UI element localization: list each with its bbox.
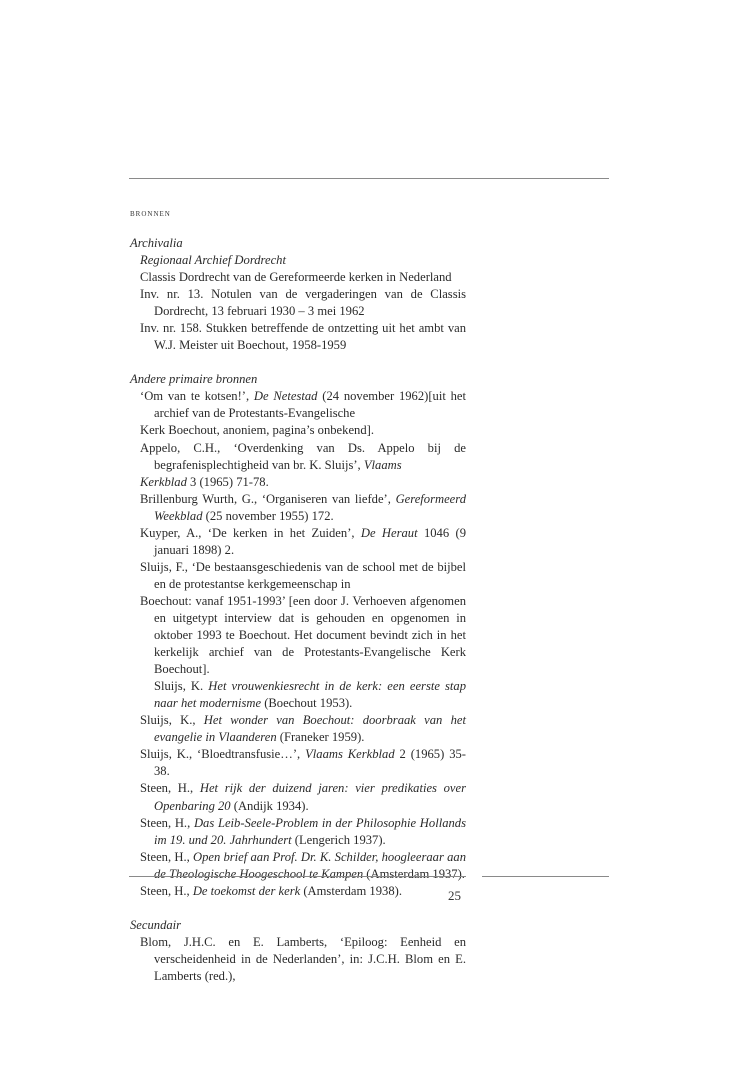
primary-entry-netestad: ‘Om van te kotsen!’, De Netestad (24 november 1962)[uit het archief van de Protestants-Evangelische xyxy=(140,389,467,421)
archive-name: Regionaal Archief Dordrecht xyxy=(140,253,286,268)
secondary-heading: Secundair xyxy=(130,917,182,932)
primary-entry-kuyper: Kuyper, A., ‘De kerken in het Zuiden’, De Heraut 1046 (9 januari 1898) 2. xyxy=(140,525,466,557)
bottom-rule-right xyxy=(482,876,609,877)
archive-item-2: Inv. nr. 158. Stukken betreffende de ontzetting uit het ambt van W.J. Meister uit Boechout, 1958-1959 xyxy=(140,321,466,353)
archivalia-heading: Archivalia xyxy=(130,236,183,250)
running-header: bronnen xyxy=(130,208,171,219)
primary-entry-sluijs-k-wonder: Sluijs, K., Het wonder van Boechout: doorbraak van het evangelie in Vlaanderen (Franeker 1959). xyxy=(140,713,466,745)
primary-entry-steen-rijk: Steen, H., Het rijk der duizend jaren: vier predikaties over Openbaring 20 (Andijk 1934). xyxy=(140,781,466,813)
top-rule xyxy=(129,178,609,179)
primary-entry-brillenburg: Brillenburg Wurth, G., ‘Organiseren van liefde’, Gereformeerd Weekblad (25 november 1955) 172. xyxy=(140,491,466,523)
primary-entry-steen-leib-seele: Steen, H., Das Leib-Seele-Problem in der Philosophie Hollands im 19. und 20. Jahrhundert (Lengerich 1937). xyxy=(140,815,466,847)
primary-entry-netestad-cont: Kerk Boechout, anoniem, pagina’s onbekend]. xyxy=(140,423,374,438)
primary-heading: Andere primaire bronnen xyxy=(130,372,258,387)
bibliography xyxy=(130,235,466,985)
primary-entry-sluijs-f-cont: Boechout: vanaf 1951-1993’ [een door J. Verhoeven afgenomen en uitgetypt interview dat is gehouden en opgenomen in oktober 1993 te Boechout. Het document bevindt zich in het kerkelijk archief van de Protestants-Evangelische Kerk Boechout]. xyxy=(140,593,466,677)
page-number: 25 xyxy=(448,888,461,903)
primary-entry-sluijs-k-vrouwenkiesrecht: Sluijs, K. Het vrouwenkiesrecht in de kerk: een eerste stap naar het modernisme (Boechout 1953). xyxy=(154,679,467,711)
primary-entry-steen-toekomst: Steen, H., De toekomst der kerk (Amsterdam 1938). xyxy=(140,883,402,898)
primary-entry-appelo: Appelo, C.H., ‘Overdenking van Ds. Appelo bij de begrafenisplechtigheid van br. K. Sluijs’, Vlaams xyxy=(140,440,466,472)
primary-entry-steen-open-brief: Steen, H., Open brief aan Prof. Dr. K. Schilder, hoogleeraar aan de Theologische Hoogeschool te Kampen (Amsterdam 1937). xyxy=(140,849,466,881)
primary-entry-sluijs-f: Sluijs, F., ‘De bestaansgeschiedenis van de school met de bijbel en de protestantse kerkgemeenschap in xyxy=(140,559,466,591)
primary-entry-sluijs-k-bloedtransfusie: Sluijs, K., ‘Bloedtransfusie…’, Vlaams Kerkblad 2 (1965) 35-38. xyxy=(140,747,466,779)
secondary-entry-blom: Blom, J.H.C. en E. Lamberts, ‘Epiloog: Eenheid en verscheidenheid in de Nederlanden’, in: J.C.H. Blom en E. Lamberts (red.), xyxy=(140,934,466,983)
archive-collection: Classis Dordrecht van de Gereformeerde kerken in Nederland xyxy=(140,270,452,285)
primary-entry-appelo-cont: Kerkblad 3 (1965) 71-78. xyxy=(140,474,269,489)
bottom-rule-left xyxy=(129,876,466,877)
archive-item-1: Inv. nr. 13. Notulen van de vergaderingen van de Classis Dordrecht, 13 februari 1930 – 3 mei 1962 xyxy=(140,287,466,319)
